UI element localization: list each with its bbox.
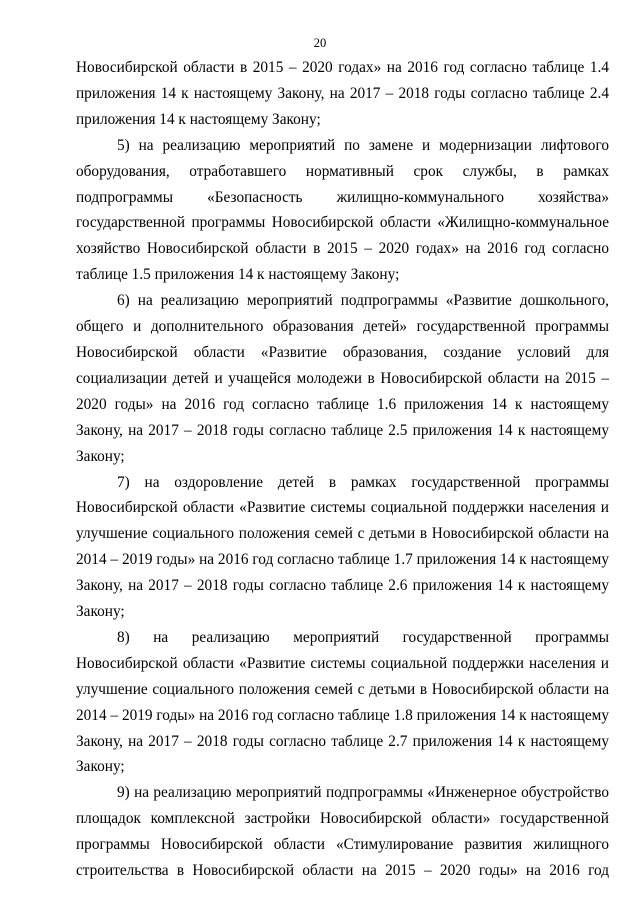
document-body bbox=[76, 55, 609, 884]
paragraph-item-5: 5) на реализацию мероприятий по замене и модернизации лифтового оборудования, отработавшего нормативный срок службы, в рамках подпрограммы «Безопасность жилищно-коммунального хозяйства» государственной программы Новосибирской области «Жилищно-коммунальное хозяйство Новосибирской области в 2015 – 2020 годах» на 2016 год согласно таблице 1.5 приложения 14 к настоящему Закону; bbox=[76, 136, 609, 284]
paragraph-item-8: 8) на реализацию мероприятий государственной программы Новосибирской области «Развитие системы социальной поддержки населения и улучшение социального положения семей с детьми в Новосибирской области на 2014 – 2019 годы» на 2016 год согласно таблице 1.8 приложения 14 к настоящему Закону, на 2017 – 2018 годы согласно таблице 2.7 приложения 14 к настоящему Закону; bbox=[76, 628, 609, 776]
paragraph-item-6: 6) на реализацию мероприятий подпрограммы «Развитие дошкольного, общего и дополнительного образования детей» государственной программы Новосибирской области «Развитие образования, создание условий для социализации детей и учащейся молодежи в Новосибирской области на 2015 – 2020 годы» на 2016 год согласно таблице 1.6 приложения 14 к настоящему Закону, на 2017 – 2018 годы согласно таблице 2.5 приложения 14 к настоящему Закону; bbox=[76, 292, 609, 465]
paragraph-item-9: 9) на реализацию мероприятий подпрограммы «Инженерное обустройство площадок комплексной застройки Новосибирской области» государственной программы Новосибирской области «Стимулирование развития жилищного строительства в Новосибирской области на 2015 – 2020 годы» на 2016 год bbox=[76, 784, 609, 880]
paragraph-continuation: Новосибирской области в 2015 – 2020 годах» на 2016 год согласно таблице 1.4 приложения 14 к настоящему Закону, на 2017 – 2018 годы согласно таблице 2.4 приложения 14 к настоящему Закону; bbox=[76, 59, 609, 128]
page-number: 20 bbox=[313, 36, 327, 50]
paragraph-item-7: 7) на оздоровление детей в рамках государственной программы Новосибирской области «Развитие системы социальной поддержки населения и улучшение социального положения семей с детьми в Новосибирской области на 2014 – 2019 годы» на 2016 год согласно таблице 1.7 приложения 14 к настоящему Закону, на 2017 – 2018 годы согласно таблице 2.6 приложения 14 к настоящему Закону; bbox=[76, 473, 609, 621]
